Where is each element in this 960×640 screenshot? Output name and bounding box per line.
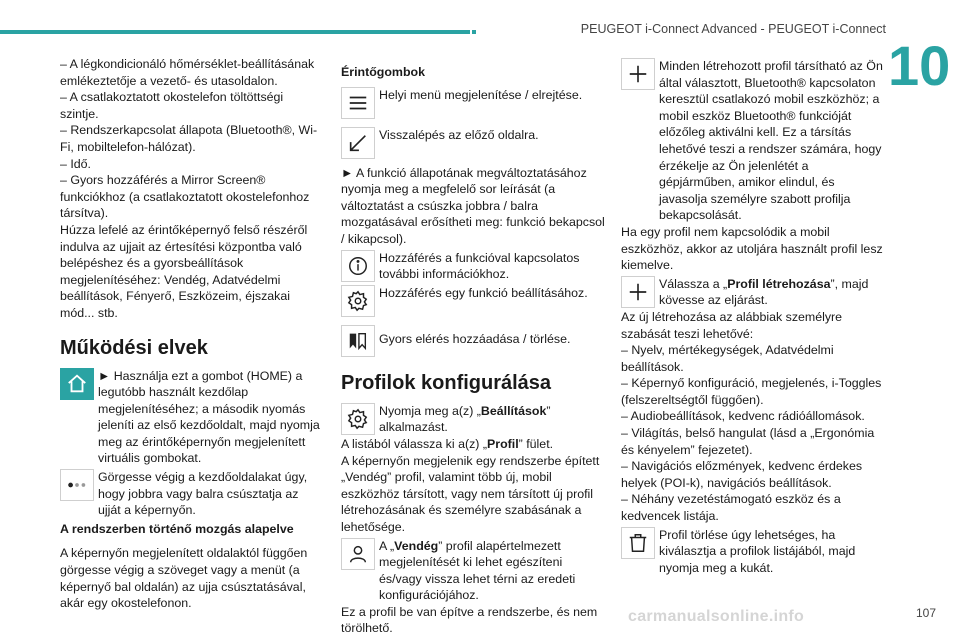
list-item: – Nyelv, mértékegységek, Adatvédelmi beállítások. [621,343,834,374]
chapter-number: 10 [888,34,951,97]
plus-icon [621,58,655,90]
subheading-navigation: A rendszerben történő mozgás alapelve [60,521,294,536]
guest-item [341,538,607,604]
add-profile-icon [621,276,655,308]
paragraph: A képernyőn megjelenik egy rendszerbe épített „Vendég” profil, valamint több új, mobil eszközhöz társított, vagy nem társított új profil létrehozásának és személyre szabásának a lehetősége. [341,453,600,534]
watermark: carmanualsonline.info [628,608,805,625]
trash-item [621,527,885,577]
paragraph: ► A funkció állapotának megváltoztatásához nyomja meg a megfelelő sor leírását (a változtatást a csúszka jobbra / balra mozgatásával erősítheti meg: funkció bekapcsol / kikapcsol). [341,165,605,246]
heading-operating-principles: Működési elvek [60,336,208,359]
settings-gear-icon [341,403,375,435]
home-button-item [60,368,322,468]
settings-item [341,403,607,436]
bookmark-icon [341,325,375,357]
plus-text: Minden létrehozott profil társítható az Ön által választott, Bluetooth® kapcsolaton keresztül csatlakozó mobil eszközhöz; a mobil eszköz Bluetooth® funkcióját előzőleg aktiválni kell. Ez a társítás lehetővé teszi a rendszer számára, hogy érzékelje az Ön jelenlétét a gépjárműben, amikor elindul, és javasolja személyre szabott profilja bekapcsolását. [659,59,883,223]
paragraph: Az új létrehozása az alábbiak személyre szabását teszi lehetővé: [621,309,843,341]
home-button-text: ► Használja ezt a gombot (HOME) a legutóbb használt kezdőlap megjelenítéséhez; a második nyomás jeleníti az első kezdőoldalt, majd nyomja meg az érintőképernyőn megjelenített virtuális gombokat. [98,368,320,466]
guest-text: A „Vendég” profil alapértelmezett megjelenítését ki lehet egészíteni és/vagy vissza lehet térni az eredeti konfigurációjához. [379,538,576,603]
gear-text: Hozzáférés egy funkció beállításához. [379,285,588,300]
page-number: 107 [915,606,936,620]
plus-item [621,58,885,224]
paragraph: A listából válassza ki a(z) „Profil” fület. [341,436,554,451]
page-dots-text: Görgesse végig a kezdőoldalakat úgy, hogy jobbra vagy balra csúsztatja az ujját a képernyőn. [98,470,308,518]
menu-icon [341,87,375,119]
list-item: – Navigációs előzmények, kedvenc érdekes helyek (POI-k), navigációs beállítások. [621,459,863,490]
list-item: – Világítás, belső hangulat (lásd a „Ergonómia és kényelem” fejezetet). [621,426,875,457]
back-arrow-icon [341,127,375,159]
list-item: – Néhány vezetéstámogató eszköz és a kedvencek listája. [621,492,841,524]
heading-touch-buttons: Érintőgombok [341,65,425,79]
paragraph: Húzza lefelé az érintőképernyő felső részéről indulva az ujjait az értesítési központba való belépéshez és a gyorsbeállítások megjelenítéséhez: Vendég, Adatvédelmi beállítások, Fényerő, Eszközeim, éjszakai mód... stb. [60,222,308,320]
header-accent-dot [472,30,476,34]
paragraph: – Gyors hozzáférés a Mirror Screen® funkciókhoz (a csatlakoztatott okostelefonhoz társítva). [60,173,310,221]
guest-user-icon [341,538,375,570]
back-text: Visszalépés az előző oldalra. [379,127,539,142]
favorite-text: Gyors elérés hozzáadása / törlése. [379,331,571,346]
list-item: – Képernyő konfiguráció, megjelenés, i-Toggles (felszereltségtől függően). [621,376,882,407]
menu-item [341,87,607,119]
paragraph: – Idő. [60,156,92,171]
paragraph: A képernyőn megjelenített oldalaktól függően görgesse végig a szöveget vagy a menüt (a képernyő bal oldalán) az ujja csúsztatásával, akár egy okostelefonon. [60,546,308,611]
page-dots-item [60,469,322,519]
list-item: – Audiobeállítások, kedvenc rádióállomások. [621,409,865,424]
home-icon [60,368,94,400]
settings-text: Nyomja meg a(z) „Beállítások” alkalmazást. [379,403,551,435]
page-dots-icon [60,469,94,501]
paragraph: Ha egy profil nem kapcsolódik a mobil eszközhöz, akkor az utoljára használt profil lesz kiemelve. [621,224,883,273]
heading-profiles: Profilok konfigurálása [341,371,552,394]
trash-text: Profil törlése úgy lehetséges, ha kiválasztja a profilok listájából, majd nyomja meg a kukát. [659,527,856,575]
menu-text: Helyi menü megjelenítése / elrejtése. [379,87,583,102]
back-item [341,127,607,159]
info-item [341,250,607,283]
paragraph: – Rendszerkapcsolat állapota (Bluetooth®, Wi-Fi, mobiltelefon-hálózat). [60,123,318,154]
info-icon [341,250,375,282]
header-title: PEUGEOT i-Connect Advanced - PEUGEOT i-Connect [580,22,886,36]
gear-item [341,285,607,317]
gear-icon [341,285,375,317]
create-profile-item [621,276,885,309]
column-3 [621,56,885,576]
header-accent-bar [0,30,470,34]
info-text: Hozzáférés a funkcióval kapcsolatos további információkhoz. [379,250,580,282]
paragraph: – A csatlakoztatott okostelefon töltöttségi szintje. [60,90,284,121]
trash-icon [621,527,655,559]
column-1 [60,56,322,612]
column-2 [341,56,607,637]
favorite-item [341,325,607,357]
create-profile-text: Válassza a „Profil létrehozása”, majd kövesse az eljárást. [659,276,869,308]
paragraph: – A légkondicionáló hőmérséklet-beállításának emlékeztetője a vezető- és utasoldalon. [60,57,315,88]
paragraph: Ez a profil be van építve a rendszerbe, és nem törölhető. [341,604,598,636]
